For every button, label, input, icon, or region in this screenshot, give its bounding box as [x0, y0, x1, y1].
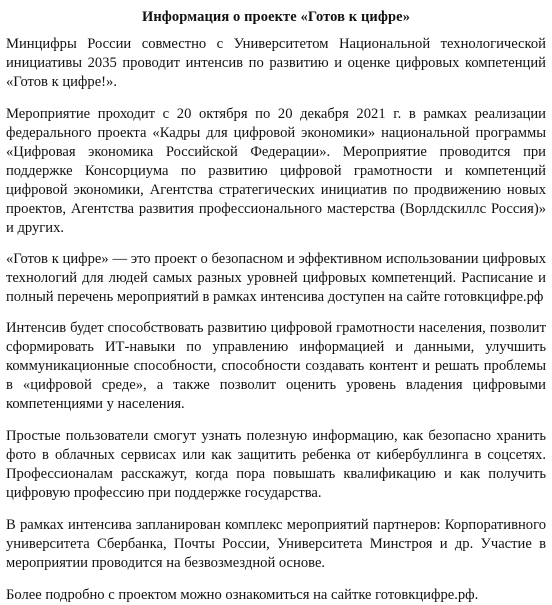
paragraph-more-info: Более подробно с проектом можно ознакомиться на сайтке готовкцифре.рф.: [6, 587, 479, 603]
paragraph-intensive-goals: Интенсив будет способствовать развитию цифровой грамотности населения, позволит сформировать ИТ-навыки по управлению информацией и данными, улучшить коммуникационные способности, способности создавать контент и решать проблемы в «цифровой среде», а также позволит оценить уровень владения цифровыми компетенциями у населения.: [6, 320, 546, 412]
paragraph-audience: Простые пользователи смогут узнать полезную информацию, как безопасно хранить фото в облачных сервисах или как защитить ребенка от кибербуллинга в соцсетях. Профессионалам расскажут, когда пора повышать квалификацию и как получить цифровую профессию при поддержке государства.: [6, 428, 546, 501]
document-page: [6, 0, 546, 603]
paragraph-partners: В рамках интенсива запланирован комплекс мероприятий партнеров: Корпоративного университета Сбербанка, Почты России, Университета Минстроя и др. Участие в мероприятии проводится на безвозмездной основе.: [6, 517, 546, 571]
paragraph-event-dates: Мероприятие проходит с 20 октября по 20 декабря 2021 г. в рамках реализации федерального проекта «Кадры для цифровой экономики» национальной программы «Цифровая экономика Российской Федерации». Мероприятие проводится при поддержке Консорциума по развитию цифровой грамотности и компетенций цифровой экономики, Агентства стратегических инициатив по продвижению новых проектов, Агентства развития профессионального мастерства (Ворлдскиллс Россия)» и других.: [6, 106, 546, 236]
document-title: Информация о проекте «Готов к цифре»: [141, 9, 411, 25]
paragraph-intro: Минцифры России совместно с Университетом Национальной технологической инициативы 2035 проводит интенсив по развитию и оценке цифровых компетенций «Готов к цифре!».: [6, 36, 546, 90]
paragraph-project-description: «Готов к цифре» — это проект о безопасном и эффективном использовании цифровых технологий для людей самых разных уровней цифровых компетенций. Расписание и полный перечень мероприятий в рамках интенсива доступен на сайте готовкцифре.рф: [6, 251, 546, 305]
